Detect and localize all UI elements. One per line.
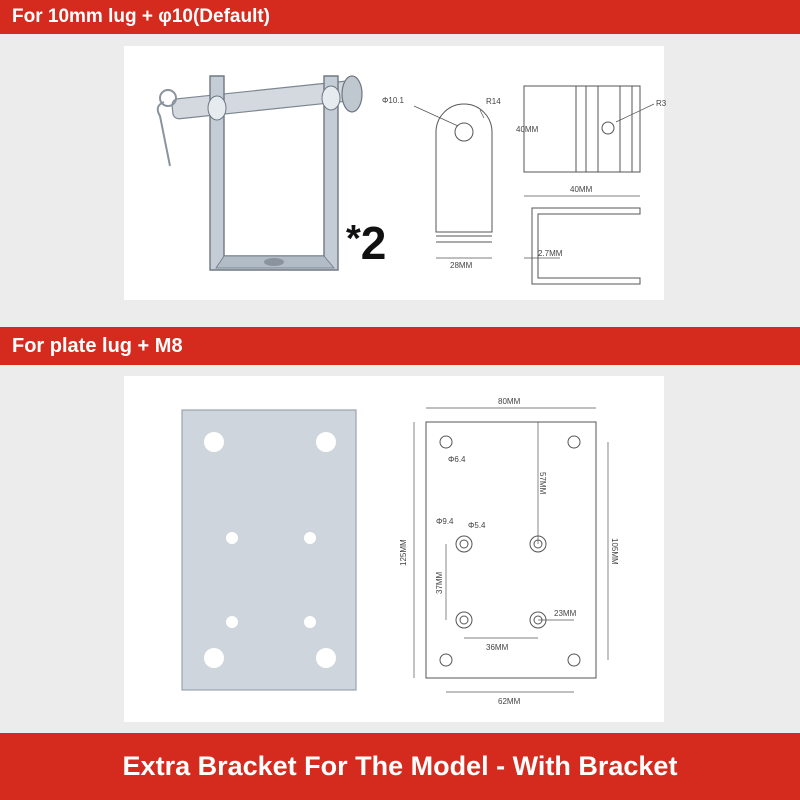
plate-drawing bbox=[414, 408, 608, 692]
spacing-36-label: 36MM bbox=[486, 643, 509, 652]
front-height-label: 40MM bbox=[516, 125, 539, 134]
front-radius-label: R3 bbox=[656, 99, 667, 108]
footer-banner bbox=[0, 733, 800, 800]
lug-radius-label: R14 bbox=[486, 97, 501, 106]
lug-width-label: 28MM bbox=[450, 261, 473, 270]
quantity-label: *2 bbox=[346, 217, 387, 269]
lug-top-view bbox=[524, 196, 640, 284]
hole-94-label: Φ9.4 bbox=[436, 517, 454, 526]
hole-54-label: Φ5.4 bbox=[468, 521, 486, 530]
offset-23-label: 23MM bbox=[554, 609, 577, 618]
spacing-37-label: 37MM bbox=[435, 571, 444, 594]
section-header-plate-text: For plate lug + M8 bbox=[12, 335, 183, 357]
footer-banner-text: Extra Bracket For The Model - With Bracket bbox=[122, 751, 678, 781]
lug-front-view bbox=[524, 86, 654, 172]
plate-photo bbox=[182, 410, 356, 690]
section-header-plate bbox=[0, 327, 800, 365]
lug-card bbox=[124, 46, 667, 300]
lug-side-view bbox=[414, 104, 492, 258]
section-header-lug-text: For 10mm lug + φ10(Default) bbox=[12, 6, 271, 27]
corner-hole-label: Φ6.4 bbox=[448, 455, 466, 464]
right-105-label: 105MM bbox=[610, 538, 619, 565]
bottom-62-label: 62MM bbox=[498, 697, 521, 706]
plate-height-label: 125MM bbox=[399, 539, 408, 566]
top-length-label: 40MM bbox=[570, 185, 593, 194]
plate-card bbox=[124, 376, 664, 722]
u-bracket-photo bbox=[158, 76, 362, 270]
lug-drawing-canvas bbox=[124, 46, 667, 300]
plate-drawing-canvas bbox=[124, 376, 664, 722]
section-header-lug bbox=[0, 0, 800, 34]
lug-hole-label: Φ10.1 bbox=[382, 96, 404, 105]
plate-width-label: 80MM bbox=[498, 397, 521, 406]
vertical-57-label: 57MM bbox=[538, 472, 547, 495]
top-thickness-label: 2.7MM bbox=[538, 249, 563, 258]
